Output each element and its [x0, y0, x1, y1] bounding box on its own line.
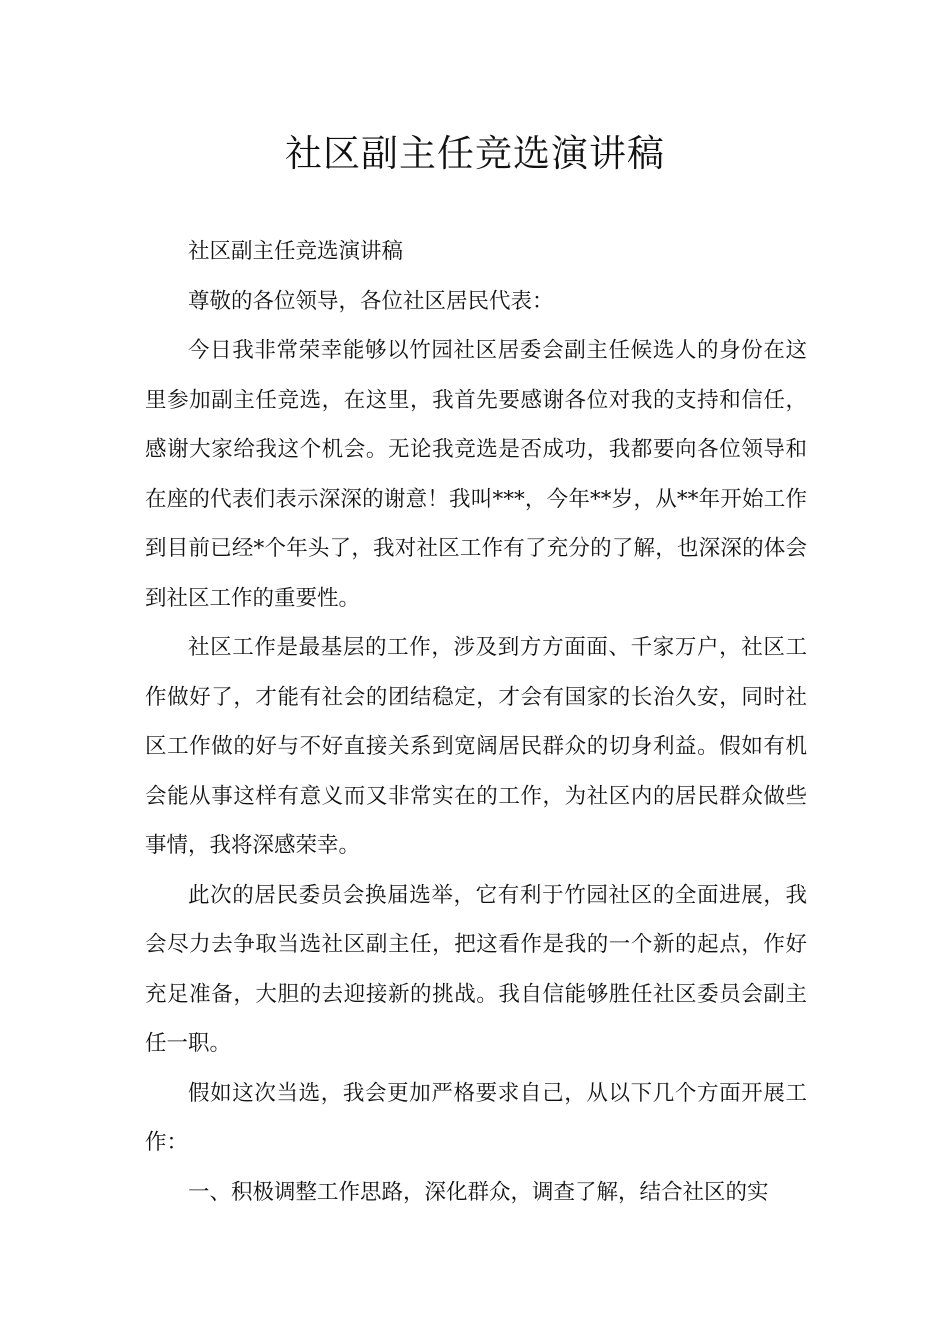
- paragraph: 假如这次当选，我会更加严格要求自己，从以下几个方面开展工作：: [145, 1080, 807, 1155]
- paragraph: 一、积极调整工作思路，深化群众，调查了解，结合社区的实: [188, 1179, 769, 1205]
- document-title: 社区副主任竞选演讲稿: [285, 132, 665, 175]
- paragraph: 此次的居民委员会换届选举，它有利于竹园社区的全面进展，我会尽力去争取当选社区副主任，把这看作是我的一个新的起点，作好充足准备，大胆的去迎接新的挑战。我自信能够胜任社区委员会副主任一职。: [145, 882, 807, 1056]
- paragraph: 社区工作是最基层的工作，涉及到方方面面、千家万户，社区工作做好了，才能有社会的团结稳定，才会有国家的长治久安，同时社区工作做的好与不好直接关系到宽阔居民群众的切身利益。假如有机会能从事这样有意义而又非常实在的工作，为社区内的居民群众做些事情，我将深感荣幸。: [145, 635, 807, 858]
- paragraph-subtitle: 社区副主任竞选演讲稿: [188, 239, 404, 264]
- paragraph-salutation: 尊敬的各位领导，各位社区居民代表：: [188, 288, 554, 314]
- paragraph: 今日我非常荣幸能够以竹园社区居委会副主任候选人的身份在这里参加副主任竞选，在这里，我首先要感谢各位对我的支持和信任，感谢大家给我这个机会。无论我竞选是否成功，我都要向各位领导和在座的代表们表示深深的谢意！我叫***，今年**岁，从**年开始工作到目前已经*个年头了，我对社区工作有了充分的了解，也深深的体会到社区工作的重要性。: [145, 338, 807, 611]
- document-body: [145, 227, 807, 1217]
